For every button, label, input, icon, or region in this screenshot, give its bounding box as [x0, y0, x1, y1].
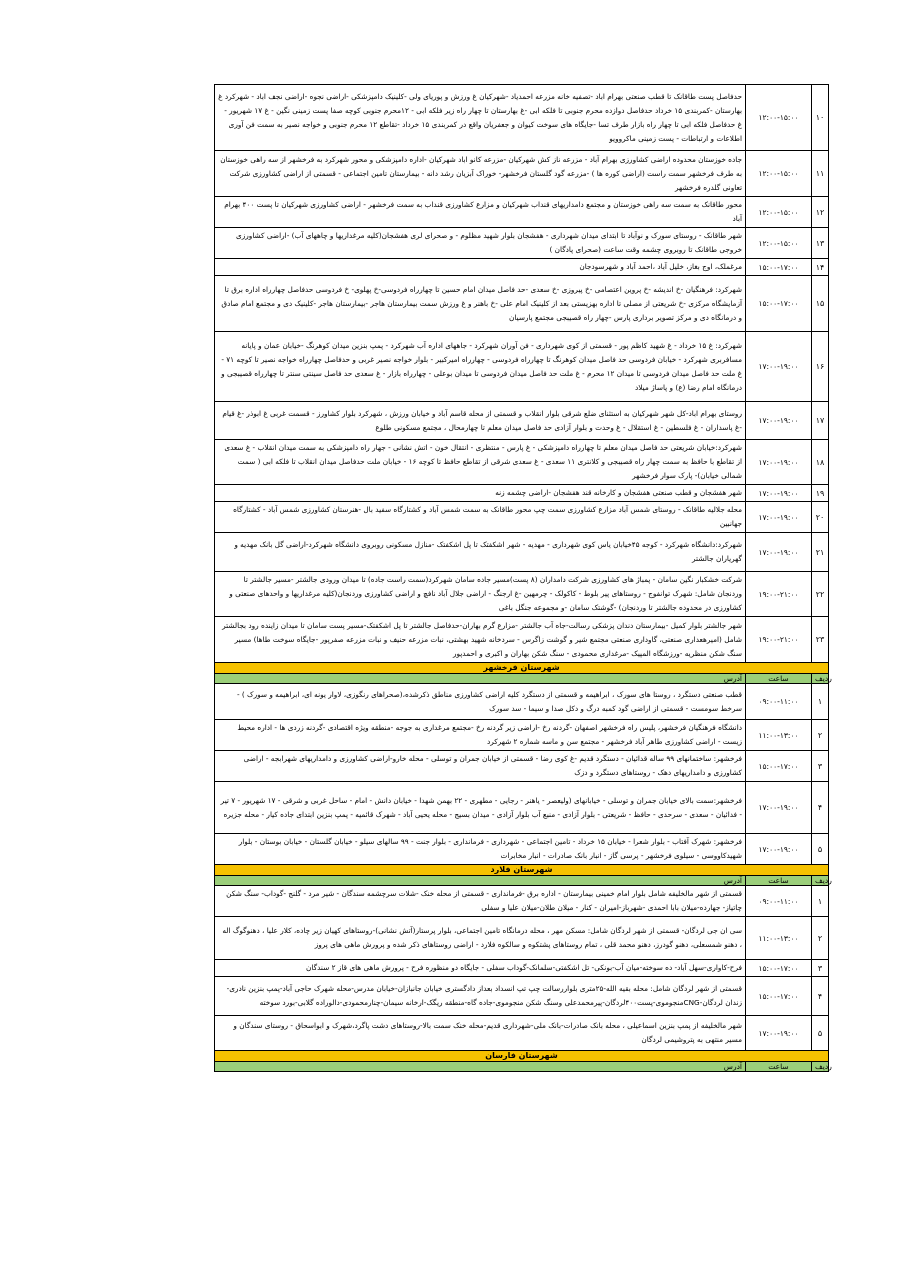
row-number-cell: ۱۱	[812, 151, 829, 197]
table-row	[215, 485, 829, 502]
time-cell: ۱۷:۰۰-۱۹:۰۰	[746, 502, 812, 533]
row-number-cell: ۱	[812, 886, 829, 917]
time-cell: ۱۷:۰۰-۱۹:۰۰	[746, 1016, 812, 1051]
header-address: آدرس	[215, 876, 746, 886]
address-cell: جاده خوزستان محدوده اراضی کشاورزی بهرام آباد - مزرعه ناز کش شهرکیان -مزرعه کانو اباد شهرکیان -اداره دامپزشکی و محور شهرکرد به فرخشهر از سه راهی خوزستان به طرف فرخشهر سمت راست (اراضی کوره ها ) -مزرعه گود گلستان فرخشهر- خوراک آبزیان رشد دانه - بیمارستان تامین اجتماعی - قسمتی از اراضی کشاورزی شرکت تعاونی گلدره فرخشهر	[215, 151, 746, 197]
row-number-cell: ۲۲	[812, 572, 829, 617]
table-row	[215, 572, 829, 617]
address-cell: محله جلالیه طاقانک - روستای شمس آباد مزارع کشاورزی سمت چپ محور طاقانک به سمت شمس آباد و کشتارگاه سفید بال -هنرستان کشاورزی شمس آباد - کشتارگاه جهانبین	[215, 502, 746, 533]
table-row	[215, 228, 829, 259]
time-cell: ۱۵:۰۰-۱۷:۰۰	[746, 751, 812, 782]
table-row	[215, 440, 829, 485]
row-number-cell: ۴	[812, 782, 829, 834]
outage-schedule-table	[214, 84, 832, 1072]
row-number-cell: ۲۰	[812, 502, 829, 533]
time-cell: ۰۹:۰۰-۱۱:۰۰	[746, 684, 812, 720]
address-cell: شهرکرد: فرهنگیان -خ اندیشه -خ پروین اعتصامی -خ پیروزی -خ سعدی -حد فاصل میدان امام حسین تا چهارراه فردوسی-خ پهلوی- خ فردوسی حدفاصل چهارراه اداره برق تا آزمایشگاه مرکزی -خ شریعتی از مصلی تا اداره بهزیستی بعد از کلینیک امام علی -خ باهنر و غ ورزش سمت بیمارستان هاجر -بیمارستان هاجر -کلینیک دی و مجتمع امام صادق و درمانگاه دی و مرکز تصویر برداری پارس -چهار راه قصیبجی مجتمع پارسیان	[215, 276, 746, 332]
row-number-cell: ۱۴	[812, 259, 829, 276]
address-cell: دانشگاه فرهنگیان فرخشهر، پلیس راه فرخشهر اصفهان -گردنه رخ -اراضی زیر گردنه رخ -مجتمع مرغداری به جوجه -منطقه ویژه اقتصادی -گردنه زردی ها - اداره محیط زیست - اراضی کشاورزی طاهر آباد فرخشهر - مجتمع سن و ماسه شماره ۲ شهرکرد	[215, 720, 746, 751]
section-title-row	[215, 663, 829, 674]
header-time: ساعت	[746, 1062, 812, 1072]
address-cell: فرخشهر: ساختمانهای ۹۹ ساله قدائیان - دستگرد قدیم -غ کوی رضا - قسمتی از خیابان جمران و توسلی - محله خارو-اراضی کشاورزی و دامداریهای شهرابجه - اراضی کشاورزی و دامداریهای دهک - روستاهای دستگرد و دزک	[215, 751, 746, 782]
table-row	[215, 502, 829, 533]
time-cell: ۱۷:۰۰-۱۹:۰۰	[746, 332, 812, 402]
address-cell: شهر طاقانک - روستای سورک و نوآباد تا ابتدای میدان شهرداری - هفشجان بلوار شهید مظلوم - و صحرای لری هفشجان(کلیه مرغداریها و چاههای آب) -اراضی کشاورزی خروجی طاقانک تا روبروی چشمه وقت ساعت (صحرای پادگان )	[215, 228, 746, 259]
row-number-cell: ۴	[812, 977, 829, 1016]
table-row	[215, 332, 829, 402]
table-row	[215, 259, 829, 276]
row-number-cell: ۵	[812, 834, 829, 865]
time-cell: ۱۲:۰۰-۱۵:۰۰	[746, 228, 812, 259]
column-header-row	[215, 1062, 829, 1072]
address-cell: حدفاصل پست طاقانک تا قطب صنعتی بهرام اباد -تصفیه خانه مزرعه احمدیاد -شهرکیان غ ورزش و پوریای ولی -کلینیک دامپزشکی -اراضی نجوه -اراضی نجف اباد - شهرکرد غ بهارستان -کمربندی ۱۵ خرداد حدفاصل دوازده محرم جنوبی تا فلکه ابی -غ بهارستان تا چهار راه زیر فلکه ابی - ۱۲محرم جنوبی کوچه صفا پست زمینی نگین - غ ۱۷ شهریور - غ حدفاصل فلکه ابی تا چهار راه بازار طرف تسا -جایگاه های سوخت کیوان و جعفریان واقع در کمربندی ۱۵ خرداد -تقاطع ۱۲ محرم جنوبی و خواجه نصیر به سمت فن آوری اطلاعات و ارتباطات - پست زمینی ماکروویو	[215, 85, 746, 151]
time-cell: ۱۲:۰۰-۱۵:۰۰	[746, 151, 812, 197]
column-header-row	[215, 876, 829, 886]
section-title: شهرستان فرخشهر	[215, 663, 829, 674]
time-cell: ۱۷:۰۰-۱۹:۰۰	[746, 782, 812, 834]
address-cell: شهرکرد:دانشگاه شهرکرد - کوجه ۴۵خیابان یاس کوی شهرداری - مهدیه - شهر اشکفتک تا پل اشکفتک -منازل مسکونی روبروی دانشگاه شهرکرد-اراضی گل بانک مهدیه و گهریاران جالشتر	[215, 533, 746, 572]
address-cell: فرح-کاواری-سهل آباد- ده سوخته-میان آب-بونکی- تل اشکفتی-سلمانک-گوداب سفلی - جایگاه دو منظوره فرح - پرورش ماهی های قاز ۲ سندگان	[215, 960, 746, 977]
header-row-number: ردیف	[812, 1062, 829, 1072]
row-number-cell: ۲	[812, 917, 829, 960]
table-row	[215, 684, 829, 720]
time-cell: ۱۷:۰۰-۱۹:۰۰	[746, 533, 812, 572]
row-number-cell: ۱۳	[812, 228, 829, 259]
section-title: شهرستان فارسان	[215, 1051, 829, 1062]
table-row	[215, 751, 829, 782]
table-row	[215, 276, 829, 332]
address-cell: مرغملک، اوج بغاز، خلیل آباد ،احمد آباد و شهرسودجان	[215, 259, 746, 276]
row-number-cell: ۱	[812, 684, 829, 720]
time-cell: ۱۵:۰۰-۱۷:۰۰	[746, 960, 812, 977]
table-row	[215, 834, 829, 865]
address-cell: شهر جالشتر بلوار کمیل -بیمارستان دندان پزشکی رسالت-جاه آب جالشتر -مزارع گرم بهاران-حدفاصل جالشتر تا پل اشکفتک-مسیر پست سامان تا میدان زاینده رود بجالشتر شامل (امیرهعداری صنعتی، گاوداری صنعتی مجتمع شیر و گوشت زاگرس - سردخانه شهید بهشتی، نبات مزرعه حنیف و نبات مزرعه صفرپور -جایگاه سوخت طاها) مسیر سنگ شکن منظریه -ورزشگاه المپیک -مرغداری محمودی - سنگ شکن بهاران و اکبری و احمدپور	[215, 617, 746, 663]
table-row	[215, 1016, 829, 1051]
time-cell: ۱۲:۰۰-۱۵:۰۰	[746, 197, 812, 228]
address-cell: شهر هفشجان و قطب صنعتی هفشجان و کارخانه قند هفشجان -اراضی چشمه زنه	[215, 485, 746, 502]
address-cell: قطب صنعتی دستگرد ، روستا های سورک ، ابراهیمه و قسمتی از دستگرد کلیه اراضی کشاورزی مناطق ذکرشده،(صحراهای رنگوزی، لاوار یونه ای، ابراهیمه و سورک ) - سرخط سومست - قسمتی از اراضی گود کمبه درگ و دکل صدا و سیما - سد سورک	[215, 684, 746, 720]
row-number-cell: ۱۲	[812, 197, 829, 228]
table-row	[215, 85, 829, 151]
table-row	[215, 402, 829, 440]
address-cell: شهرکرد:خیابان شریعتی حد فاصل میدان معلم تا چهارراه دامپزشکی - غ پارس - منتظری - انتقال خون - اتش نشانی - جهار راه دامپزشکی به سمت میدان انقلاب - غ سعدی از تقاطع با حافظ به سمت چهار راه قصیبجی و کلانتری ۱۱ سعدی - غ سعدی شرقی از تقاطع حافظ تا کوچه ۱۶ - خیابان ملت حدفاصل میدان انقلاب تا فلکه ابی ( سمت شمالی خیابان)- پارک سوار فرخشهر	[215, 440, 746, 485]
header-row-number: ردیف	[812, 876, 829, 886]
row-number-cell: ۱۵	[812, 276, 829, 332]
address-cell: قسمتی از شهر مالخلیفه شامل بلوار امام خمینی بیمارستان - اداره برق -فرمانداری - قسمتی از محله خنک -شلات سرچشمه سندگان - شیر مرد - گلنج -گوداب- سنگ شکن چاتیاز- جهارده-میلان بابا احمدی -شهرباز-امیران - کنار - میلان طلان-میلان علیا و سفلی	[215, 886, 746, 917]
time-cell: ۱۷:۰۰-۱۹:۰۰	[746, 402, 812, 440]
row-number-cell: ۱۸	[812, 440, 829, 485]
header-time: ساعت	[746, 674, 812, 684]
time-cell: ۱۲:۰۰-۱۵:۰۰	[746, 85, 812, 151]
row-number-cell: ۱۰	[812, 85, 829, 151]
header-address: آدرس	[215, 1062, 746, 1072]
row-number-cell: ۳	[812, 960, 829, 977]
row-number-cell: ۲	[812, 720, 829, 751]
table-row	[215, 151, 829, 197]
row-number-cell: ۱۶	[812, 332, 829, 402]
time-cell: ۱۹:۰۰-۲۱:۰۰	[746, 572, 812, 617]
section-title-row	[215, 1051, 829, 1062]
address-cell: قسمتی از شهر لردگان شامل: محله بقیه الله-۲۵متری بلواررسالت چپ تپ انسداد بعداز دادگستری خیابان جانبازان-خیابان مدرس-محله شهرک حاجی آباد-پمپ بنزین نادری-زندان لردگان-CNGمنجوموی-پست۴۰۰لردگان-پیرمحمدعلی وسنگ شکن منجوموی-جاده گاه-منطقه ریگک-ارخانه سیمان-چنارمحمودی-دالوراده گلابی-بورد سوخته	[215, 977, 746, 1016]
address-cell: فرخشهر: شهرک آفتاب - بلوار شعرا - خیابان ۱۵ خرداد - تامین اجتماعی - شهرداری - فرمانداری - بلوار جنت - ۹۹ سالهای سیلو - خیابان گلستان - خیابان بوستان - بلوار شهیدکاووسی - سیلوی فرخشهر - پرسی گاز - انبار بانک صادرات - انبار مخابرات	[215, 834, 746, 865]
table-row	[215, 960, 829, 977]
header-time: ساعت	[746, 876, 812, 886]
time-cell: ۱۵:۰۰-۱۷:۰۰	[746, 977, 812, 1016]
address-cell: روستای بهرام اباد-کل شهر شهرکیان به استثنای ضلع شرقی بلوار انقلاب و قسمتی از محله قاسم آباد و خیابان ورزش ، شهرکرد بلوار کشاورز - قسمت غربی غ ابوذر -غ قیام -غ پاسداران - غ فلسطین - غ استقلال - غ وحدت و بلوار آزادی حد فاصل میدان معلم تا چهارمحال ، مجتمع مسکونی طلوع	[215, 402, 746, 440]
table-row	[215, 782, 829, 834]
time-cell: ۰۹:۰۰-۱۱:۰۰	[746, 886, 812, 917]
time-cell: ۱۱:۰۰-۱۳:۰۰	[746, 917, 812, 960]
table-row	[215, 197, 829, 228]
address-cell: شهرکرد: غ ۱۵ خرداد - غ شهید کاظم پور - قسمتی از کوی شهرداری - فن آوران شهرکرد - جاههای اداره آب شهرکرد - پمپ بنزین میدان کوهرنگ -خیابان عمان و پایانه مسافربری شهرکرد - خیابان فردوسی حد فاصل میدان کوهرنگ تا چهارراه فردوسی - چهارراه امیرکبیر - بلوار خواجه نصیر غربی و حدفاصل چهارراه خواجه نصیر تا کوچه ۷۱ - غ ملت حد فاصل میدان فردوسی تا میدان ۱۲ محرم - غ ملت حد فاصل میدان فردوسی تا میدان بوعلی - چهارراه بازار - غ سعدی حد فاصل سینتی سنتر تا چهارراه قصیبجی و درمانگاه امام رضا (ع) و پاساژ میلاد	[215, 332, 746, 402]
column-header-row	[215, 674, 829, 684]
table-row	[215, 617, 829, 663]
table-row	[215, 977, 829, 1016]
address-cell: فرخشهر:سمت بالای خیابان جمران و توسلی - خیابانهای (ولیعصر - یاهنر - رجایی - مطهری - ۲۲ بهمن شهدا - خیابان دانش - امام - ساحل غربی و شرقی - ۱۷ شهریور - ۷ تیر - فدائیان - سعدی - سرحدی - حافظ - شریعتی - بلوار آزادی - منبع آب بلوار آزادی - میدان بسیج - محله یحیی آباد - شهرک قائمیه - پمپ بنزین ابتدای جاده کیار - محله جزیره	[215, 782, 746, 834]
row-number-cell: ۲۳	[812, 617, 829, 663]
time-cell: ۱۵:۰۰-۱۷:۰۰	[746, 259, 812, 276]
row-number-cell: ۲۱	[812, 533, 829, 572]
row-number-cell: ۳	[812, 751, 829, 782]
row-number-cell: ۵	[812, 1016, 829, 1051]
time-cell: ۱۷:۰۰-۱۹:۰۰	[746, 834, 812, 865]
time-cell: ۱۷:۰۰-۱۹:۰۰	[746, 485, 812, 502]
table-row	[215, 533, 829, 572]
header-address: آدرس	[215, 674, 746, 684]
row-number-cell: ۱۹	[812, 485, 829, 502]
address-cell: سی ان جی لردگان- قسمتی از شهر لردگان شامل: مسکن مهر ، محله درمانگاه تامین اجتماعی، بلوار پرستار(آتش نشانی)-روستاهای کهیان زیر چاده، کلار علیا ، دهنوگوگ اله ، دهنو شمسعلی، دهنو گودرز، دهنو محمد قلی ، تمام روستاهای پشتکوه و سالکوه فلارد - اراضی روستاهای ذکر شده و پرورش ماهی های پروز	[215, 917, 746, 960]
section-title: شهرستان فلارد	[215, 865, 829, 876]
address-cell: شهر مالخلیفه از پمپ بنزین اسماعیلی ، محله بانک صادرات-بانک ملی-شهرداری قدیم-محله خنک سمت بالا-روستاهای دشت پاگرد،شهرک و ابواسحاق - روستای سندگان و مسیر منتهی به پتروشیمی لردگان	[215, 1016, 746, 1051]
time-cell: ۱۹:۰۰-۲۱:۰۰	[746, 617, 812, 663]
address-cell: محور طاقانک به سمت سه راهی خوزستان و مجتمع دامداریهای قنداب شهرکیان و مزارع کشاورزی قنداب به سمت فرخشهر - اراضی کشاورزی شهرکیان تا پست ۴۰۰ بهرام آباد	[215, 197, 746, 228]
time-cell: ۱۱:۰۰-۱۳:۰۰	[746, 720, 812, 751]
table-row	[215, 886, 829, 917]
header-row-number: ردیف	[812, 674, 829, 684]
section-title-row	[215, 865, 829, 876]
table-row	[215, 720, 829, 751]
row-number-cell: ۱۷	[812, 402, 829, 440]
address-cell: شرکت خشکبار نگین سامان - پمباژ های کشاورزی شرکت دامداران (۸ پست)مسیر جاده سامان شهرکرد(سمت راست جاده) تا میدان ورودی جالشتر -مسیر جالشتر تا وردنجان شامل: شهرک توانفوج - روستاهای پیر بلوط - کاکولک - چرمهین -غ ارجنگ - اراضی جلال آباد نافچ و اراضی کشاورزی وردنجان(کلیه مرغداریها و واحدهای صنعتی و کشاورزی در محدوده جالشتر تا وردنجان) -گوشتک سامان -و مجموعه جنگل باغی	[215, 572, 746, 617]
time-cell: ۱۷:۰۰-۱۹:۰۰	[746, 440, 812, 485]
time-cell: ۱۵:۰۰-۱۷:۰۰	[746, 276, 812, 332]
table-row	[215, 917, 829, 960]
